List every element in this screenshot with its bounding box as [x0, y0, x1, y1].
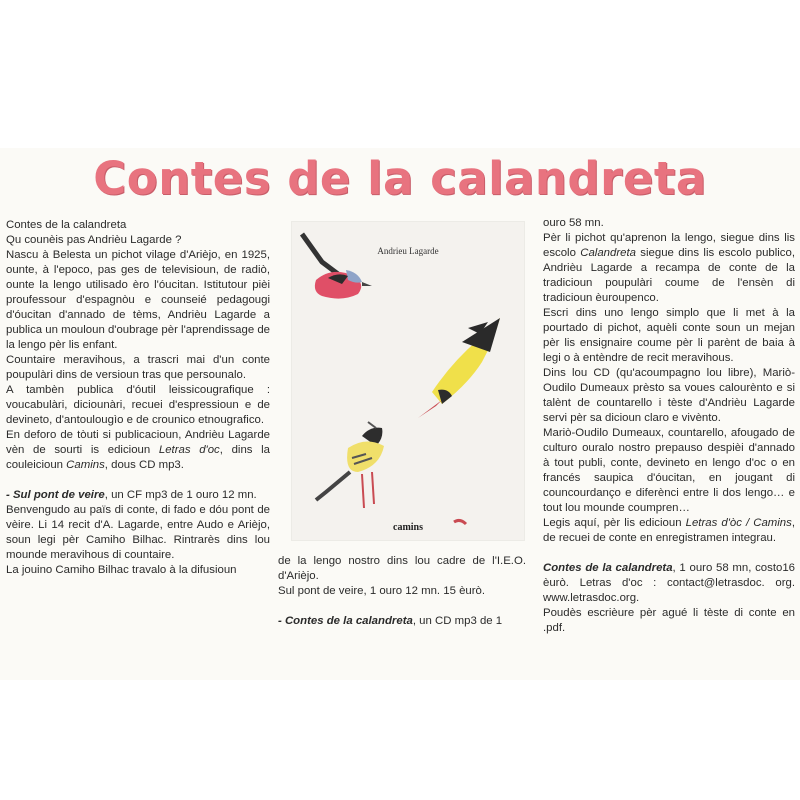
- paragraph: Countaire meravihous, a trascri mai d'un conte poupulàri dins de versioun tras que persounalo.: [6, 354, 270, 381]
- spacer: [543, 546, 795, 561]
- article-title: Contes de la calandreta: [93, 152, 707, 205]
- pink-bird: [302, 234, 372, 299]
- perched-bird: [316, 422, 384, 508]
- text-span: , dins la couleicioun: [6, 444, 271, 471]
- spacer: [278, 599, 526, 614]
- text-span: , un CD mp3 de 1: [412, 615, 503, 627]
- publisher-name: Letras d'òc / Camins: [685, 517, 792, 529]
- bird-illustration: [292, 222, 524, 540]
- text-span: siegue dins lis escolo publico, Andrièu Lagarde a recampa de conte de la tradicioun poupulàri coume de l'ensèn di tradicioun èuroupenco.: [543, 247, 795, 304]
- paragraph: Sul pont de veire, 1 ouro 12 mn. 15 èurò.: [278, 585, 486, 597]
- paragraph: [543, 561, 795, 606]
- book-series: camins: [393, 522, 423, 533]
- cd-title: Contes de la calandreta: [543, 562, 673, 574]
- paragraph: [278, 614, 526, 629]
- cd-title: - Sul pont de veire: [6, 489, 105, 501]
- paragraph: de la lengo nostro dins lou cadre de l'I.E.O. d'Arièjo.: [278, 555, 526, 582]
- collection-name: Camins: [66, 459, 105, 471]
- article-column-3: [543, 216, 795, 636]
- paragraph: [543, 516, 795, 546]
- book-cover-image: [292, 222, 524, 540]
- text-span: , 1 ouro 58 mn, costo16 èurò. Letras d'oc : contact@letrasdoc. org. www.letrasdoc.org.: [543, 562, 795, 604]
- school-name: Calandreta: [580, 247, 636, 259]
- paragraph: [6, 428, 270, 473]
- paragraph: Nascu à Belesta un pichot vilage d'Arièjo, en 1925, ounte, à l'epoco, pas ges de televisioun, de radiò, ounte la lengo utilisado èro l'óucitan. Istitutour pièi proufessour d'espagnòu e counseié pedagougi d'óucitan d'annado de tèms, Andrièu Lagarde a publica un mouloun d'oubrage pèr l'aprendissage de la lengo pèr lis enfant.: [6, 249, 270, 351]
- paragraph: [543, 231, 795, 306]
- spacer: [6, 473, 270, 488]
- book-author: Andrieu Lagarde: [377, 246, 439, 256]
- paragraph: A tambèn publica d'óutil leissicougrafique : voucabulàri, diciounàri, recuei d'espressioun e de devineto, d'antoulougìo e de crounico etnougrafico.: [6, 384, 270, 426]
- text-span: Legis aquí, pèr lis edicioun: [543, 517, 686, 529]
- article-column-1: [6, 218, 270, 578]
- paragraph: Benvengudo au païs di conte, di fado e dóu pont de vèire. Li 14 recit d'A. Lagarde, entre Audo e Arièjo, soun legi pèr Camiho Bilhac. Rintrarès dins lou mounde meravihous di countaire.: [6, 504, 270, 561]
- paragraph: ouro 58 mn.: [543, 217, 604, 229]
- column-subheading: Qu counèis pas Andrièu Lagarde ?: [6, 234, 182, 246]
- text-span: Pèr li pichot qu'aprenon la lengo, siegue dins lis escolo: [543, 232, 795, 259]
- paragraph: Mariò-Oudilo Dumeaux, countarello, afougado de culturo ouralo nostro prepauso despièi d'annado à tout publi, conte, devineto en lengo d'oc o en francés saupica d'óucitan, en jougant di councourdanço e diferènci entre li dos lengo… e tout lou mounde coumpren…: [543, 427, 795, 514]
- yellow-bird: [418, 318, 500, 418]
- paragraph: Poudès escrièure pèr agué li tèste di conte en .pdf.: [543, 607, 795, 634]
- text-span: , dous CD mp3.: [104, 459, 184, 471]
- paragraph: Escri dins uno lengo simplo que li met à la pourtado di pichot, aquèli conte soun un mejan pèr lis ensignaire coume pèr li parènt de baia à legi o à entèndre de recit meravihous.: [543, 307, 795, 364]
- paragraph: [6, 488, 270, 503]
- text-span: En deforo de tòuti si publicacioun, Andrièu Lagarde vèn de sourti is edicioun: [6, 429, 270, 456]
- cd-title: - Contes de la calandreta: [278, 615, 413, 627]
- publisher-name: Letras d'oc: [158, 444, 220, 456]
- column-heading: Contes de la calandreta: [6, 219, 127, 231]
- paragraph: Dins lou CD (qu'acoumpagno lou libre), Mariò-Oudilo Dumeaux prèsto sa voues calourènto e si talènt de countarello i tèste d'Andrièu Lagarde servi pèr sa dicioun claro e vivènto.: [543, 367, 795, 424]
- text-span: , un CF mp3 de 1 ouro 12 mn.: [104, 489, 257, 501]
- article-column-2: [278, 554, 526, 629]
- text-span: , de recuei de conte en enregistramen integrau.: [543, 517, 796, 544]
- paragraph: La jouino Camiho Bilhac travalo à la difusioun: [6, 564, 237, 576]
